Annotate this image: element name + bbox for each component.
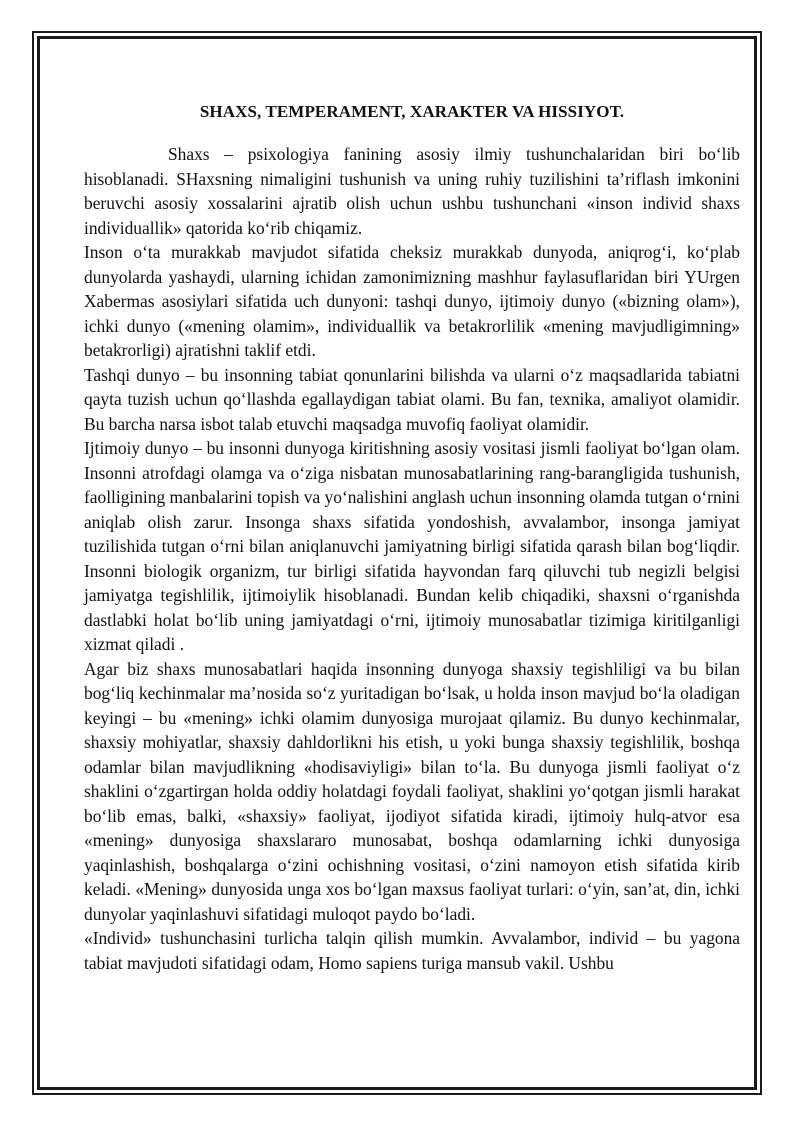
paragraph-shaxs-intro: Shaxs – psixologiya fanining asosiy ilmiy tushunchalaridan biri bo‘lib hisoblanadi. SHaxsning nimaligini tushunish va uning ruhiy tuzilishini ta’riflash imkonini beruvchi asosiy xossalarini ajratib olish uchun ushbu tushunchani «inson individ shaxs individuallik» qatorida ko‘rib chiqamiz. xyxy=(84,144,740,238)
document-title: SHAXS, TEMPERAMENT, XARAKTER VA HISSIYOT. xyxy=(199,102,625,121)
paragraph-social-world: Ijtimoiy dunyo – bu insonni dunyoga kiritishning asosiy vositasi jismli faoliyat bo‘lgan olam. Insonni atrofdagi olamga va o‘ziga nisbatan munosabatlarining rang-barangligida tushunish, faolligining manbalarini topish va yo‘nalishini anglash uchun insonning olamda tutgan o‘rnini aniqlab olish zarur. Insonga shaxs sifatida yondoshish, avvalambor, insonga jamiyat tuzilishida tutgan o‘rni bilan aniqlanuvchi jamiyatning birligi sifatida qarash bilan bog‘liqdir. Insonni biologik organizm, tur birligi sifatida hayvondan farq qiluvchi tub negizli belgisi jamiyatga tegishlilik, ijtimoiylik hisoblanadi. Bundan kelib chiqadiki, shaxsni o‘rganishda dastlabki holat bo‘lib uning jamiyatdagi o‘rni, ijtimoiy munosabatlar tizimiga kiritilganligi xizmat qiladi . xyxy=(84,438,740,654)
paragraph-individ: «Individ» tushunchasini turlicha talqin qilish mumkin. Avvalambor, individ – bu yagona tabiat mavjudoti sifatidagi odam, Homo sapiens turiga mansub vakil. Ushbu xyxy=(84,928,740,973)
paragraph-three-worlds: Inson o‘ta murakkab mavjudot sifatida cheksiz murakkab dunyoda, aniqrog‘i, ko‘plab dunyolarda yashaydi, ularning ichidan zamonimizning mashhur faylasuflaridan biri YUrgen Xabermas asosiylari sifatida uch dunyoni: tashqi dunyo, ijtimoiy dunyo («bizning olam»), ichki dunyo («mening olamim», individuallik va betakrorlilik «mening mavjudligimning» betakrorligi) ajratishni taklif etdi. xyxy=(84,242,740,360)
paragraph-inner-world: Agar biz shaxs munosabatlari haqida insonning dunyoga shaxsiy tegishliligi va bu bilan bog‘liq kechinmalar ma’nosida so‘z yuritadigan bo‘lsak, u holda inson mavjud bo‘la oladigan keyingi – bu «mening» ichki olamim dunyosiga murojaat qilamiz. Bu dunyo kechinmalar, shaxsiy mohiyatlar, shaxsiy dahldorlikni his etish, u yoki bunga shaxsiy tegishlilik, boshqa odamlar bilan mavjudlikning «hodisaviyligi» bilan to‘la. Bu dunyoga jismli faoliyat o‘z shaklini o‘zgartirgan holda oddiy holatdagi foydali faoliyat, shaklini yo‘qotgan jismli harakat bo‘lib emas, balki, «shaxsiy» faoliyat, ijodiyot sifatida kiradi, ijtimoiy hulq-atvor esa «mening» dunyosiga shaxslararo munosabat, boshqa odamlarning ichki dunyosiga yaqinlashish, boshqalarga o‘zini ochishning vositasi, o‘zini namoyon etish sifatida kirib keladi. «Mening» dunyosida unga xos bo‘lgan maxsus faoliyat turlari: o‘yin, san’at, din, ichki dunyolar yaqinlashuvi sifatidagi muloqot paydo bo‘ladi. xyxy=(84,658,740,924)
paragraph-external-world: Tashqi dunyo – bu insonning tabiat qonunlarini bilishda va ularni o‘z maqsadlarida tabiatni qayta tuzish uchun qo‘llashda egallaydigan tabiat olami. Bu fan, texnika, amaliyot olamidir. Bu barcha narsa isbot talab etuvchi maqsadga muvofiq faoliyat olamidir. xyxy=(84,364,740,434)
document-body xyxy=(84,100,740,975)
